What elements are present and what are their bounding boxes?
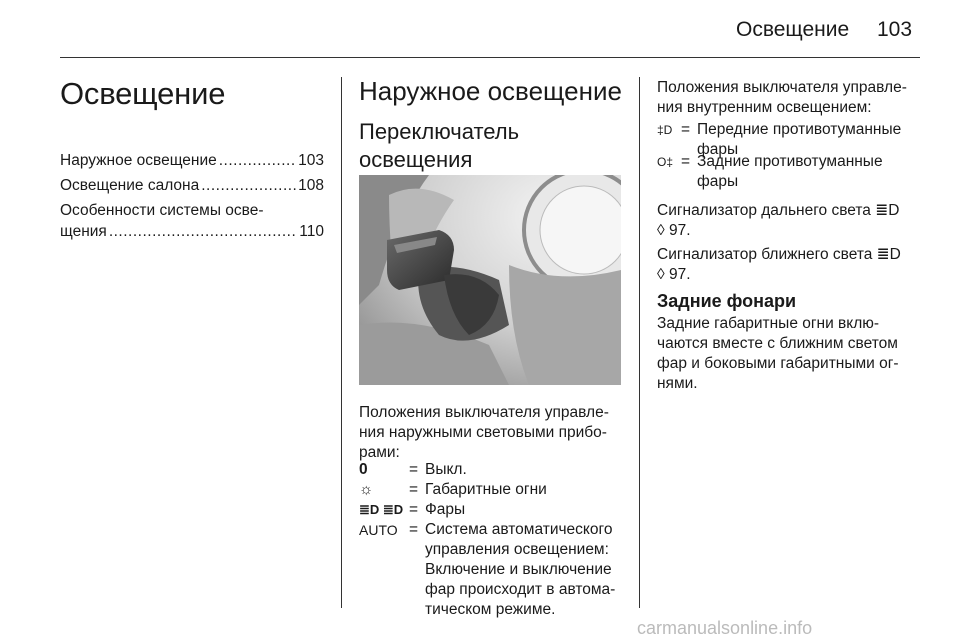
header-rule [60, 57, 920, 58]
front-fog-icon: ‡D [657, 123, 673, 137]
column-divider-1 [341, 77, 342, 608]
legend-item-off: 0 = Выкл. [359, 461, 467, 478]
legend-item-rear-fog: O‡ = Задние противотуманные фары [657, 153, 883, 190]
toc-entry[interactable]: Особенности системы осве- щения ..... 110 [60, 200, 324, 242]
legend-item-headlights: ≣D ≣D = Фары [359, 501, 466, 518]
rear-lights-heading: Задние фонари [657, 291, 797, 311]
rear-lights-text: Задние габаритные огни вклю- чаются вместе с ближним светом фар и боковыми габаритными ог- нями. [657, 315, 899, 392]
switch-description: Положения выключателя управле- ния наружными световыми прибо- рами: [359, 404, 609, 461]
rear-fog-icon: O‡ [657, 155, 674, 169]
auto-symbol: AUTO [359, 522, 398, 538]
watermark: carmanualsonline.info [637, 618, 813, 638]
section-title: Наружное освещение [359, 76, 622, 106]
running-header-title: Освещение [736, 18, 850, 41]
interior-switch-description: Положения выключателя управле- ния внутренним освещением: [657, 79, 907, 116]
low-beam-indicator-note: Сигнализатор ближнего света ≣D ◊ 97. [657, 245, 927, 285]
legend-item-front-fog: ‡D = Передние противотуманные фары [657, 121, 902, 158]
page-reference-link[interactable]: ◊ 97. [657, 266, 691, 283]
light-switch-photo [359, 175, 621, 385]
page-reference-link[interactable]: ◊ 97. [657, 222, 691, 239]
subsection-title: Переключатель освещения [359, 119, 520, 172]
chapter-title: Освещение [60, 76, 226, 111]
legend-item-auto: AUTO = Система автоматического управления освещением: Включение и выключение фар происходит в автома- тическом режиме. [359, 521, 616, 618]
page-number: 103 [877, 18, 913, 41]
sidelight-icon: ☼ [359, 481, 374, 498]
legend-item-side-lights: ☼ = Габаритные огни [359, 481, 547, 498]
headlight-icon: ≣D ≣D [359, 502, 404, 517]
toc-entry[interactable]: Наружное освещение ..... 103 [60, 150, 324, 171]
high-beam-indicator-note: Сигнализатор дальнего света ≣D ◊ 97. [657, 201, 927, 241]
toc [60, 150, 324, 242]
toc-entry[interactable]: Освещение салона ..... 108 [60, 175, 324, 196]
column-divider-2 [639, 77, 640, 608]
off-symbol: 0 [359, 461, 368, 478]
